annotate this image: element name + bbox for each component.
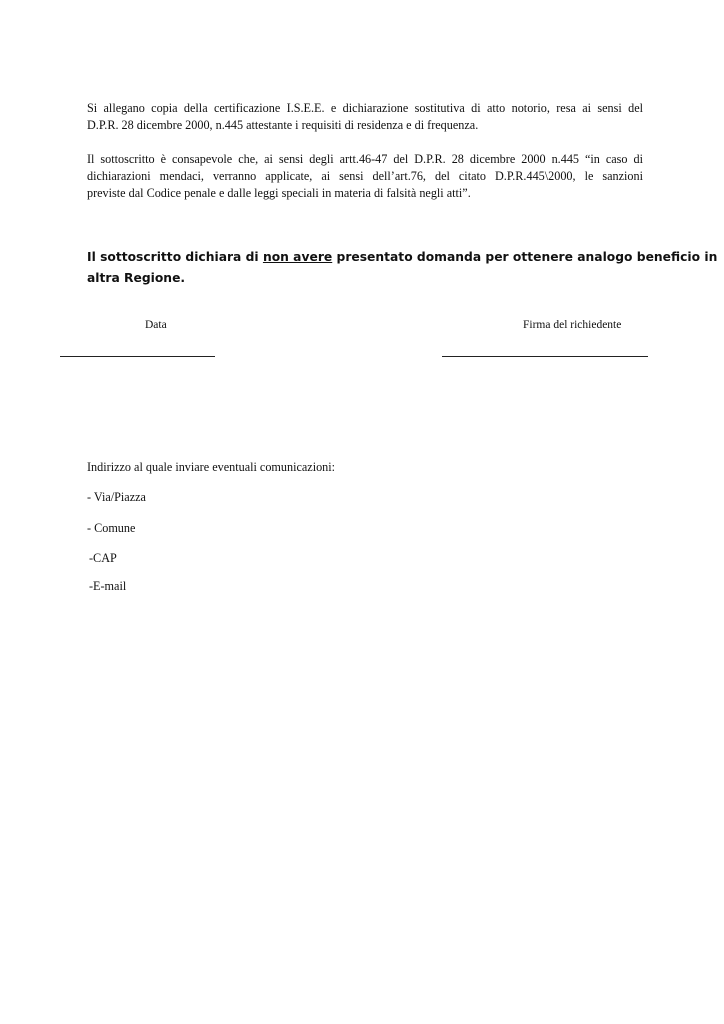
declaration-text-pre: Il sottoscritto dichiara di	[87, 250, 263, 264]
address-cap-field: -CAP	[89, 551, 117, 565]
signature-line[interactable]	[442, 356, 648, 357]
attachments-line-1: Si allegano copia della certificazione I.S.E.E. e dichiarazione sostitutiva di atto notorio, resa ai sensi del	[87, 101, 643, 115]
address-email-field: -E-mail	[89, 579, 127, 593]
declaration-underlined-text: non avere	[262, 250, 333, 264]
address-comune-field: - Comune	[87, 521, 136, 535]
declaration-line-1	[87, 247, 718, 268]
awareness-paragraph	[87, 151, 643, 202]
declaration-paragraph	[87, 247, 718, 289]
signature-label: Firma del richiedente	[523, 319, 622, 331]
declaration-line-2: altra Regione.	[87, 271, 186, 285]
date-signature-line[interactable]	[60, 356, 215, 357]
awareness-line-3: previste dal Codice penale e dalle leggi speciali in materia di falsità negli atti”.	[87, 186, 471, 200]
date-label: Data	[145, 319, 167, 331]
attachments-line-2: D.P.R. 28 dicembre 2000, n.445 attestante i requisiti di residenza e di frequenza.	[87, 118, 479, 132]
declaration-text-post: presentato domanda per ottenere analogo beneficio in	[332, 250, 718, 264]
address-heading: Indirizzo al quale inviare eventuali comunicazioni:	[87, 460, 336, 474]
address-via-field: - Via/Piazza	[87, 490, 146, 504]
awareness-line-2: dichiarazioni mendaci, verranno applicate, ai sensi dell’art.76, del citato D.P.R.445\2000, le sanzioni	[87, 169, 643, 183]
attachments-paragraph	[87, 100, 643, 134]
awareness-line-1: Il sottoscritto è consapevole che, ai sensi degli artt.46-47 del D.P.R. 28 dicembre 2000 n.445 “in caso di	[87, 152, 643, 166]
